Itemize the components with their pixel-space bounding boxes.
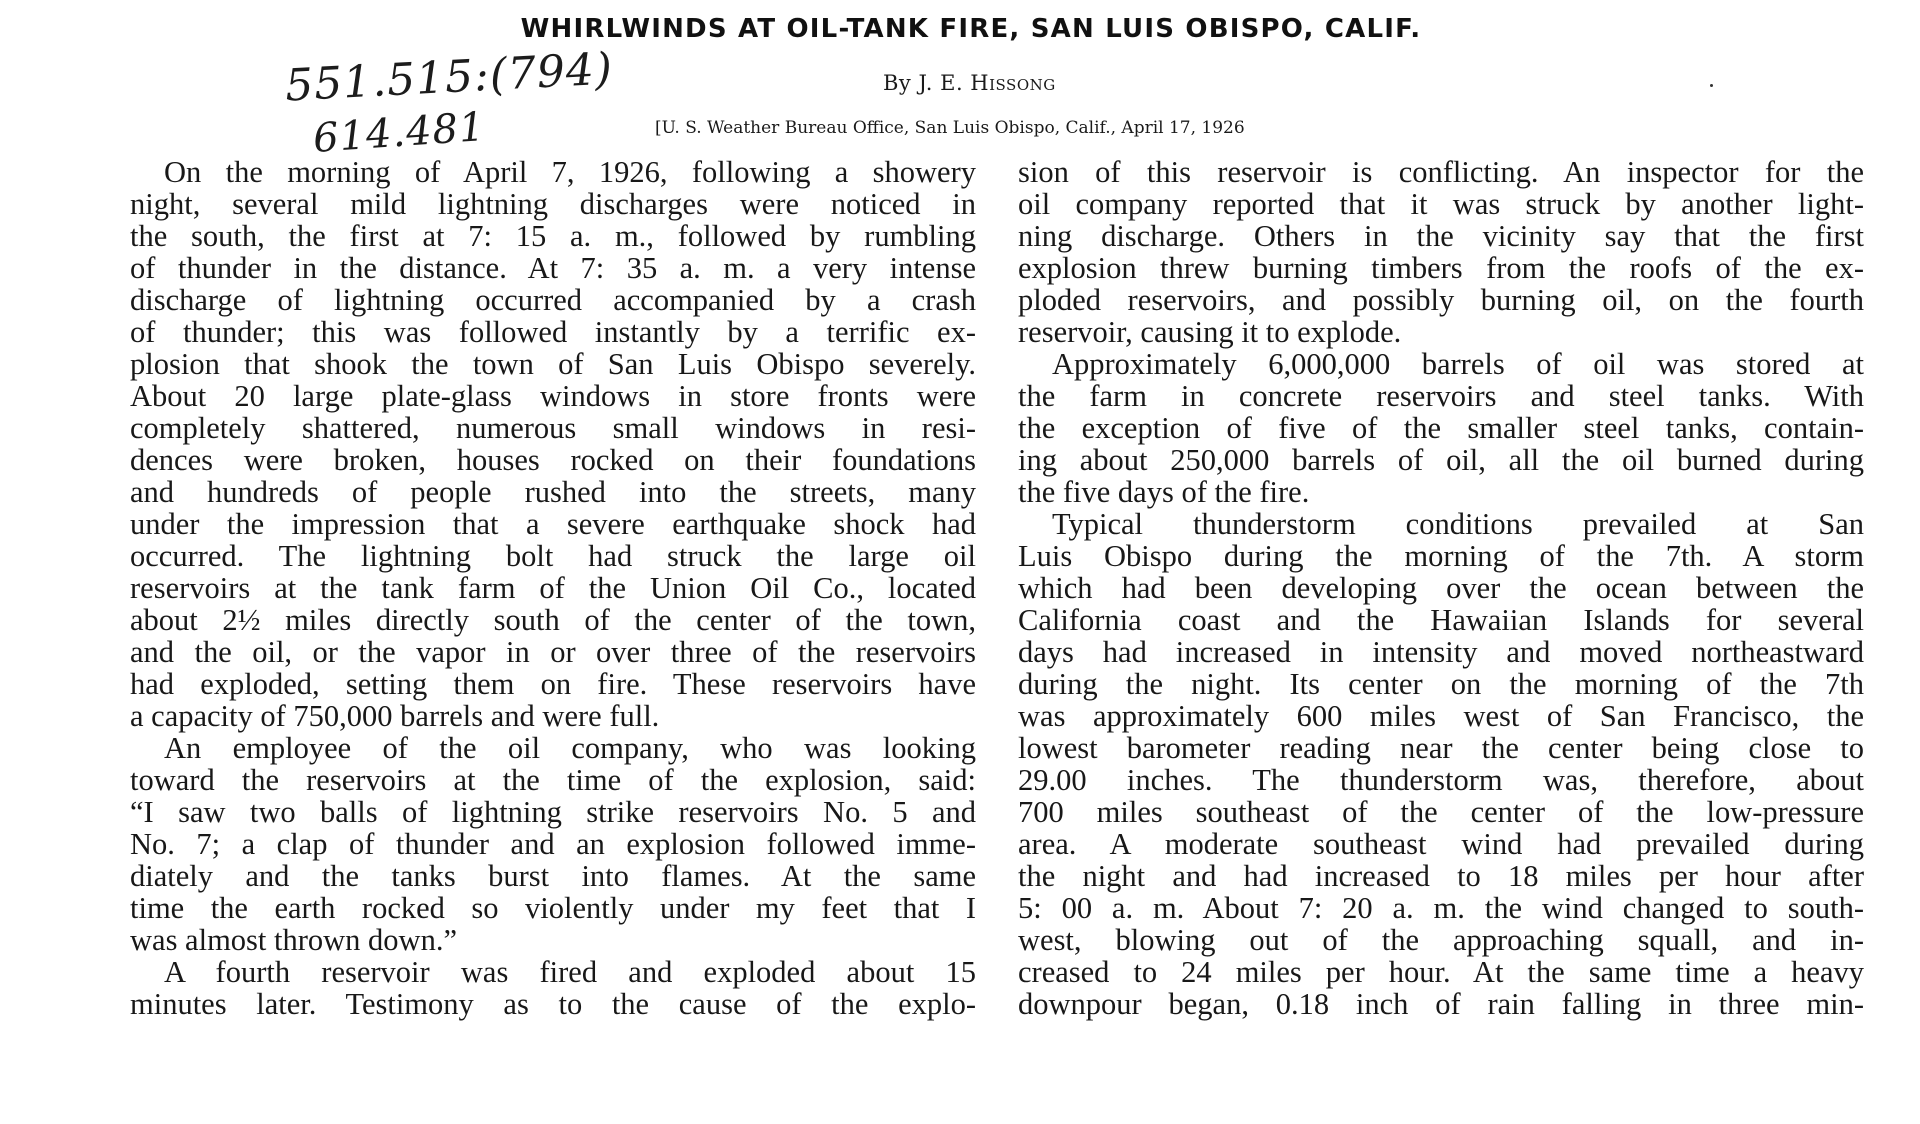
text-line: lowest barometer reading near the center being close to: [1018, 731, 1864, 765]
text-line: About 20 large plate-glass windows in store fronts were: [130, 379, 976, 413]
text-line: 5: 00 a. m. About 7: 20 a. m. the wind changed to south-: [1018, 891, 1864, 925]
text-line: ning discharge. Others in the vicinity say that the first: [1018, 219, 1864, 253]
text-line: night, several mild lightning discharges were noticed in: [130, 187, 976, 221]
author-affiliation: [U. S. Weather Bureau Office, San Luis Obispo, Calif., April 17, 1926: [655, 118, 1245, 138]
text-line: days had increased in intensity and moved northeastward: [1018, 635, 1864, 669]
text-line: toward the reservoirs at the time of the explosion, said:: [130, 763, 976, 797]
text-line: California coast and the Hawaiian Islands for several: [1018, 603, 1864, 637]
text-line: which had been developing over the ocean between the: [1018, 571, 1864, 605]
text-line: was almost thrown down.”: [130, 923, 457, 957]
text-line: the night and had increased to 18 miles per hour after: [1018, 859, 1864, 893]
text-line: occurred. The lightning bolt had struck the large oil: [130, 539, 976, 573]
print-speck: [1710, 84, 1713, 87]
right-text-column: [1018, 156, 1864, 1020]
text-line: On the morning of April 7, 1926, following a showery: [164, 155, 976, 189]
handwritten-classification-secondary: 614.481: [311, 104, 487, 162]
handwritten-classification-number: 551.515:(794): [283, 43, 615, 112]
text-line: and hundreds of people rushed into the streets, many: [130, 475, 976, 509]
text-line: a capacity of 750,000 barrels and were full.: [130, 699, 660, 733]
text-line: Typical thunderstorm conditions prevailed at San: [1052, 507, 1864, 541]
text-line: reservoirs at the tank farm of the Union Oil Co., located: [130, 571, 976, 605]
text-line: explosion threw burning timbers from the roofs of the ex-: [1018, 251, 1864, 285]
text-line: dences were broken, houses rocked on their foundations: [130, 443, 976, 477]
author-name: J. E. Hissong: [918, 71, 1056, 95]
text-line: 29.00 inches. The thunderstorm was, therefore, about: [1018, 763, 1864, 797]
text-line: An employee of the oil company, who was looking: [164, 731, 976, 765]
text-line: discharge of lightning occurred accompanied by a crash: [130, 283, 976, 317]
text-line: under the impression that a severe earthquake shock had: [130, 507, 976, 541]
left-text-column: [130, 156, 976, 1020]
text-line: had exploded, setting them on fire. These reservoirs have: [130, 667, 976, 701]
text-line: the exception of five of the smaller steel tanks, contain-: [1018, 411, 1864, 445]
text-line: of thunder; this was followed instantly by a terrific ex-: [130, 315, 976, 349]
text-line: 700 miles southeast of the center of the low-pressure: [1018, 795, 1864, 829]
text-line: west, blowing out of the approaching squall, and in-: [1018, 923, 1864, 957]
text-line: A fourth reservoir was fired and exploded about 15: [164, 955, 976, 989]
text-line: was approximately 600 miles west of San Francisco, the: [1018, 699, 1864, 733]
byline-prefix: By: [883, 71, 912, 95]
text-line: area. A moderate southeast wind had prevailed during: [1018, 827, 1864, 861]
text-line: ploded reservoirs, and possibly burning oil, on the fourth: [1018, 283, 1864, 317]
text-line: oil company reported that it was struck by another light-: [1018, 187, 1864, 221]
text-line: time the earth rocked so violently under my feet that I: [130, 891, 976, 925]
text-line: during the night. Its center on the morning of the 7th: [1018, 667, 1864, 701]
text-line: minutes later. Testimony as to the cause of the explo-: [130, 987, 976, 1021]
text-line: creased to 24 miles per hour. At the same time a heavy: [1018, 955, 1864, 989]
text-line: about 2½ miles directly south of the center of the town,: [130, 603, 976, 637]
text-line: plosion that shook the town of San Luis Obispo severely.: [130, 347, 976, 381]
text-line: ing about 250,000 barrels of oil, all the oil burned during: [1018, 443, 1864, 477]
text-line: completely shattered, numerous small windows in resi-: [130, 411, 976, 445]
text-line: diately and the tanks burst into flames. At the same: [130, 859, 976, 893]
text-line: and the oil, or the vapor in or over three of the reservoirs: [130, 635, 976, 669]
text-line: the south, the first at 7: 15 a. m., followed by rumbling: [130, 219, 976, 253]
byline: [883, 71, 1056, 95]
text-line: “I saw two balls of lightning strike reservoirs No. 5 and: [130, 795, 976, 829]
text-line: of thunder in the distance. At 7: 35 a. m. a very intense: [130, 251, 976, 285]
text-line: reservoir, causing it to explode.: [1018, 315, 1402, 349]
text-line: downpour began, 0.18 inch of rain falling in three min-: [1018, 987, 1864, 1021]
text-line: the five days of the fire.: [1018, 475, 1310, 509]
text-line: Luis Obispo during the morning of the 7th. A storm: [1018, 539, 1864, 573]
text-line: Approximately 6,000,000 barrels of oil was stored at: [1052, 347, 1864, 381]
article-title: WHIRLWINDS AT OIL-TANK FIRE, SAN LUIS OBISPO, CALIF.: [520, 14, 1422, 44]
text-line: sion of this reservoir is conflicting. An inspector for the: [1018, 155, 1864, 189]
text-line: the farm in concrete reservoirs and steel tanks. With: [1018, 379, 1864, 413]
text-line: No. 7; a clap of thunder and an explosion followed imme-: [130, 827, 976, 861]
